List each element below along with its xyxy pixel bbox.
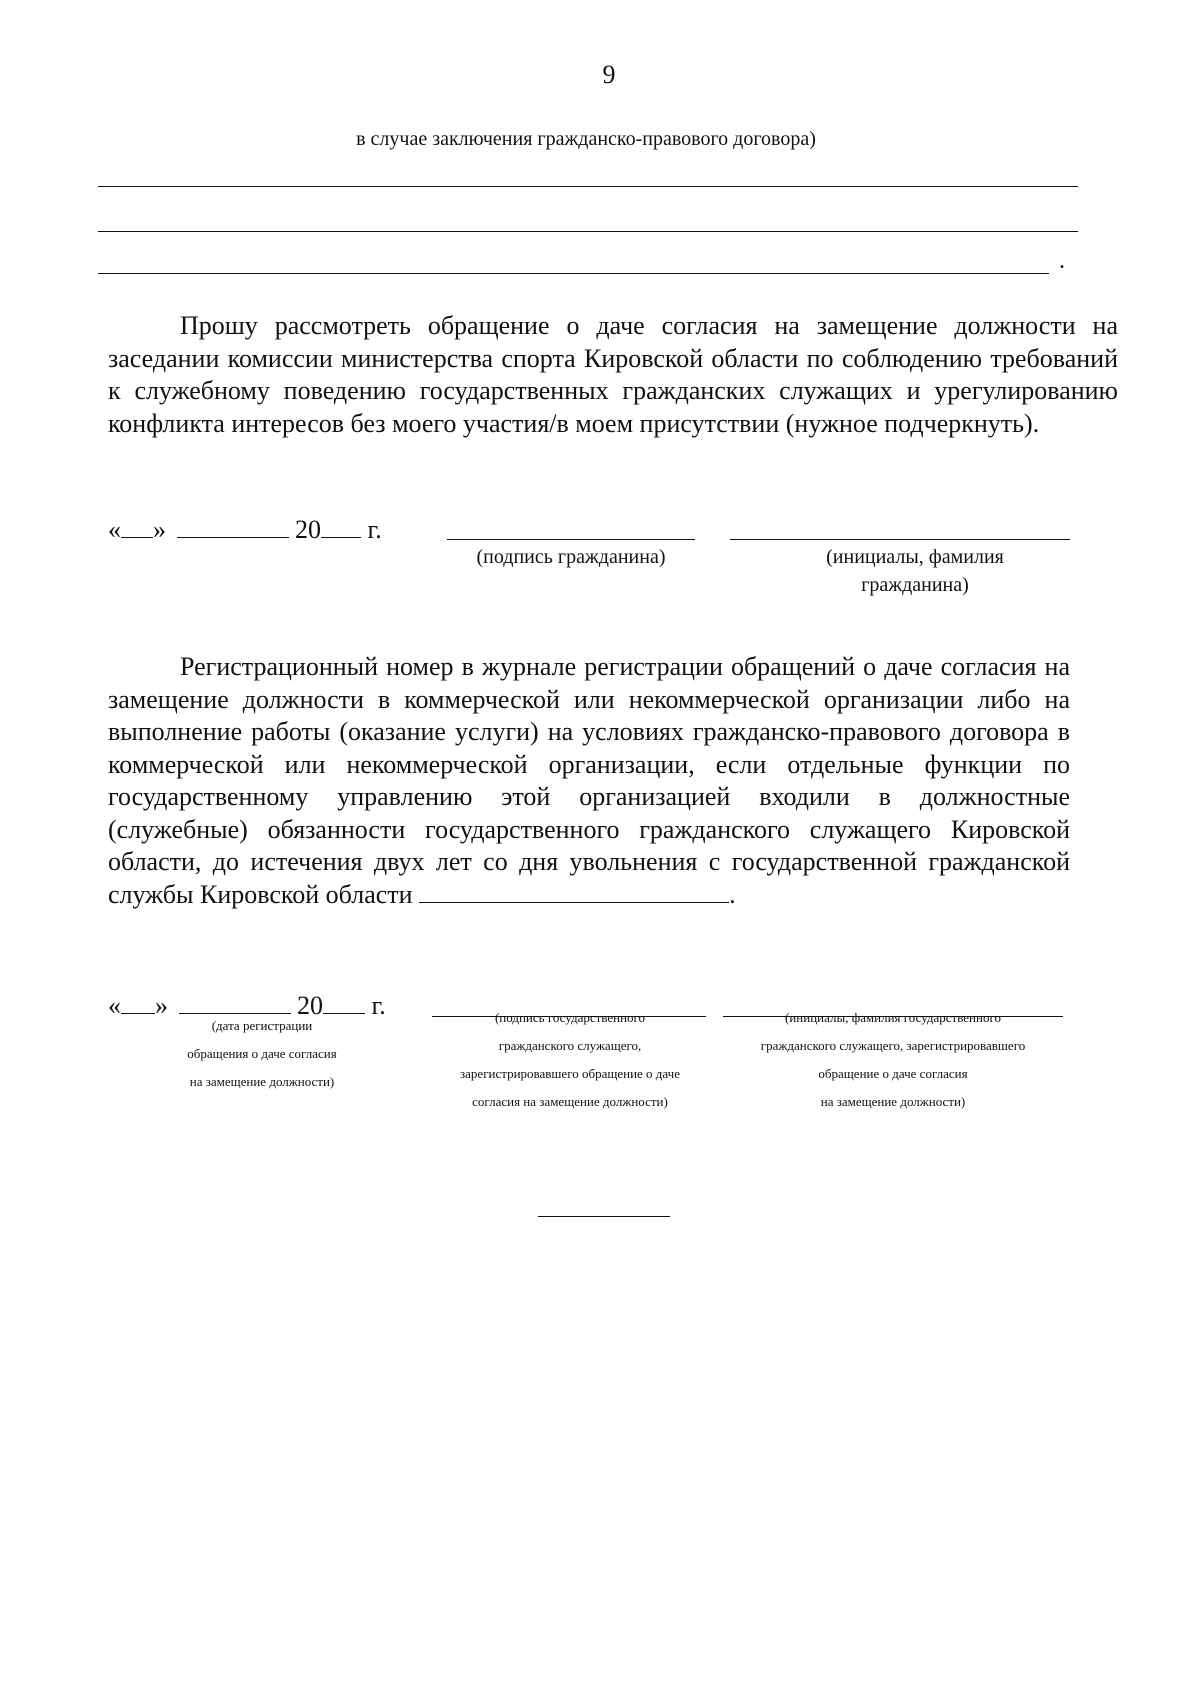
year-blank <box>321 515 361 538</box>
page-number: 9 <box>602 60 616 89</box>
citizen-date-row <box>108 515 382 545</box>
year-prefix: 20 <box>297 991 323 1020</box>
blank-line-end-dot: . <box>1059 248 1065 274</box>
name-caption-line: гражданского служащего, зарегистрировавшего <box>760 1038 1026 1053</box>
request-text: Прошу рассмотреть обращение о даче согласия на замещение должности на заседании комиссии министерства спорта Кировской области по соблюдению требований к служебному поведению государственных гражданских служащих и урегулированию конфликта интересов без моего участия/в моем присутствии (нужное подчеркнуть). <box>108 311 1118 438</box>
month-blank <box>177 515 289 538</box>
header-continuation: в случае заключения гражданско-правового договора) <box>356 128 816 150</box>
signature-caption-line: (подпись государственного <box>494 1010 646 1025</box>
citizen-name-line <box>730 539 1070 540</box>
signature-caption-line: гражданского служащего, <box>498 1038 642 1053</box>
name-caption-line: (инициалы, фамилия государственного <box>785 1010 1001 1025</box>
blank-line-2 <box>98 231 1078 232</box>
citizen-name-caption-line2: гражданина) <box>861 574 969 596</box>
registration-paragraph <box>108 651 1070 911</box>
citizen-name-caption-line1: (инициалы, фамилия <box>826 546 1004 568</box>
citizen-signature-caption: (подпись гражданина) <box>476 546 666 568</box>
request-paragraph <box>108 310 1118 440</box>
year-suffix: г. <box>367 515 382 544</box>
date-caption-line: на замещение должности) <box>189 1074 335 1089</box>
year-suffix: г. <box>371 991 386 1020</box>
year-blank <box>323 991 365 1014</box>
date-open-quote: « <box>108 515 121 544</box>
official-date-caption <box>155 1012 369 1096</box>
blank-line-3 <box>98 273 1049 274</box>
official-name-caption <box>715 1004 1071 1116</box>
registration-text: Регистрационный номер в журнале регистрации обращений о даче согласия на замещение должности в коммерческой или некоммерческой организации либо на выполнение работы (оказание услуги) на условиях гражданско-правового договора в коммерческой или некоммерческой организации, если отдельные функции по государственному управлению этой организацией входили в должностные (служебные) обязанности государственного гражданского служащего Кировской области, до истечения двух лет со дня увольнения с государственной гражданской службы Кировской области <box>108 652 1070 909</box>
signature-caption-line: зарегистрировавшего обращение о даче <box>460 1066 680 1081</box>
registration-number-blank <box>419 880 729 903</box>
year-prefix: 20 <box>295 515 321 544</box>
blank-line-1 <box>98 186 1078 187</box>
signature-caption-line: согласия на замещение должности) <box>472 1094 668 1109</box>
month-blank <box>179 991 291 1014</box>
name-caption-line: на замещение должности) <box>820 1094 966 1109</box>
day-blank <box>121 515 153 538</box>
date-close-quote: » <box>155 991 168 1020</box>
date-close-quote: » <box>153 515 166 544</box>
name-caption-line: обращение о даче согласия <box>818 1066 968 1081</box>
day-blank <box>121 991 155 1014</box>
official-signature-caption <box>420 1004 720 1116</box>
date-caption-line: (дата регистрации <box>211 1018 313 1033</box>
date-caption-line: обращения о даче согласия <box>187 1046 337 1061</box>
citizen-signature-line <box>447 539 695 540</box>
registration-end-dot: . <box>729 879 736 909</box>
end-of-document-rule <box>538 1216 670 1217</box>
date-open-quote: « <box>108 991 121 1020</box>
